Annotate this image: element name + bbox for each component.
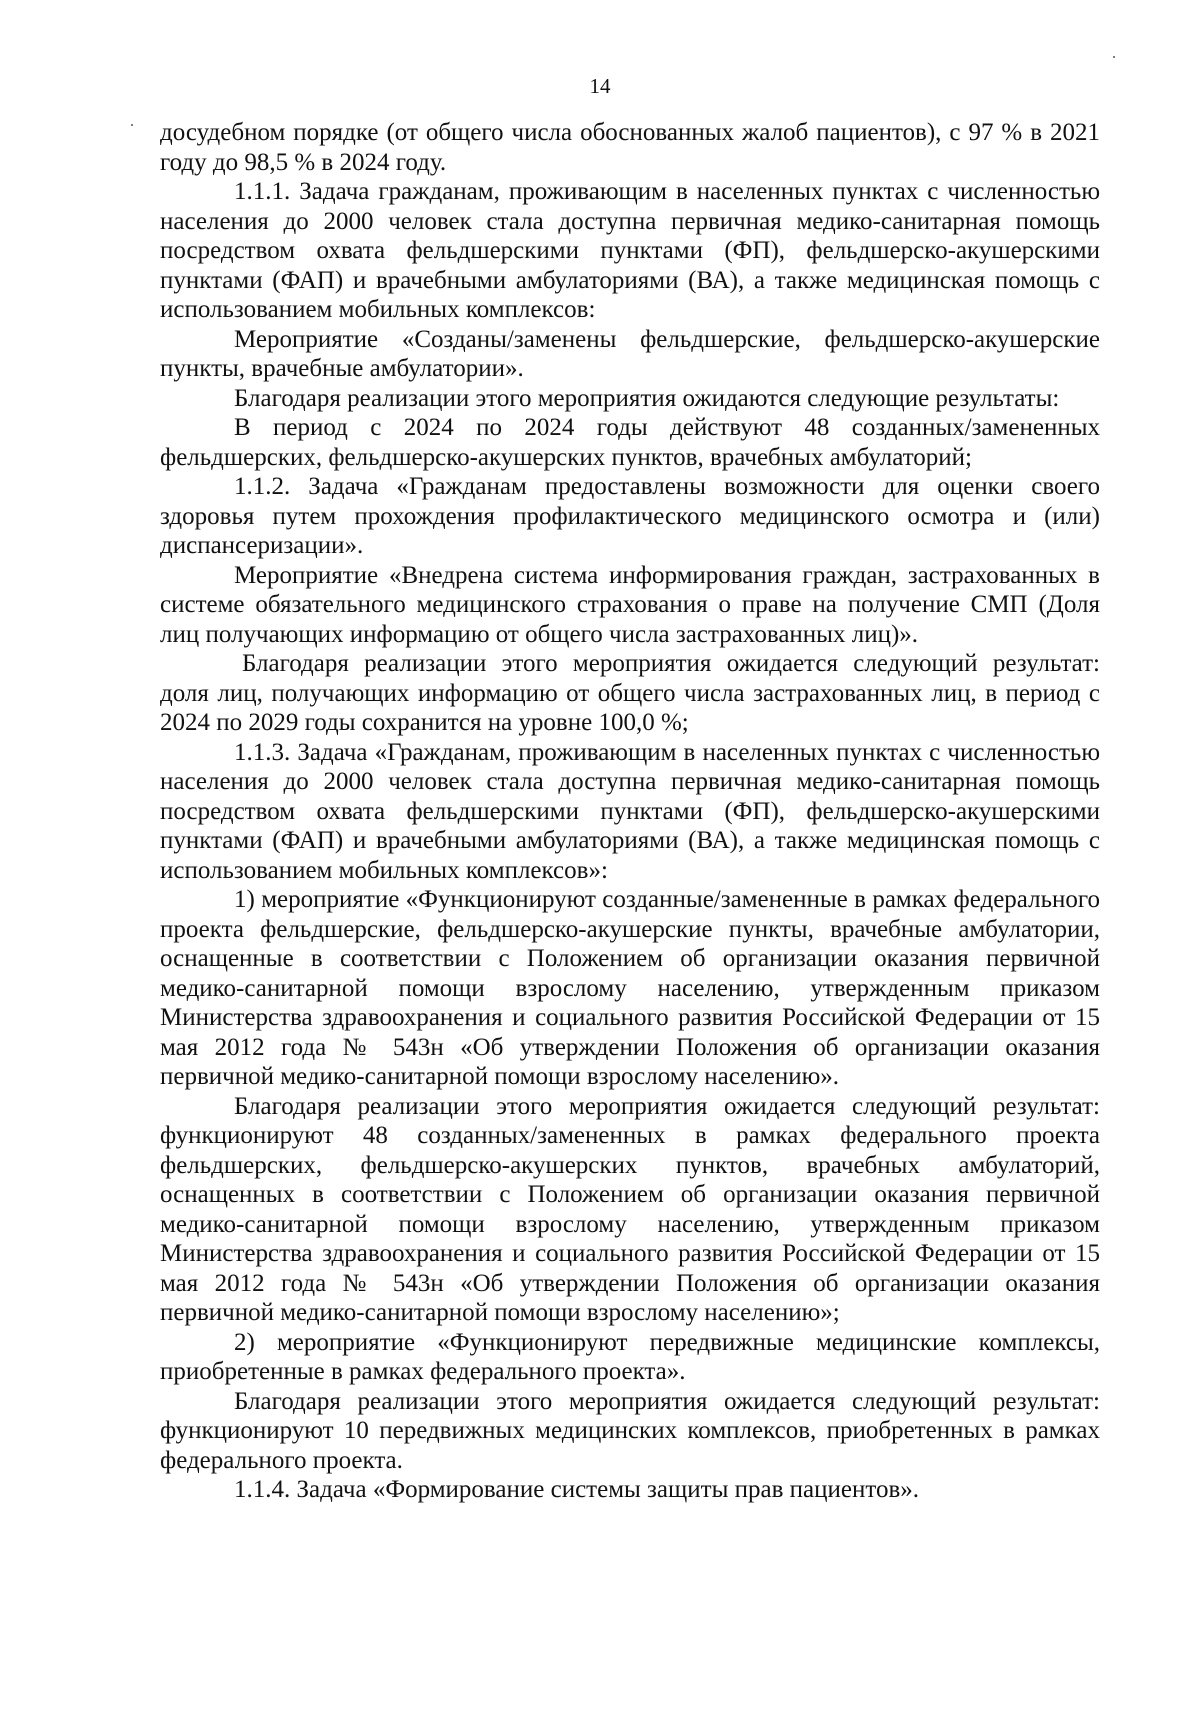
paragraph: 2) мероприятие «Функционируют передвижные медицинские комплексы, приобретенные в рамках федерального проекта». xyxy=(160,1328,1100,1385)
paragraph: досудебном порядке (от общего числа обоснованных жалоб пациентов), с 97 % в 2021 году до 98,5 % в 2024 году. xyxy=(160,119,1100,176)
paragraph: Мероприятие «Внедрена система информирования граждан, застрахованных в системе обязательного медицинского страхования о праве на получение СМП (Доля лиц получающих информацию от общего числа застрахованных лиц)». xyxy=(160,561,1100,648)
paragraph: Благодаря реализации этого мероприятия ожидается следующий результат: функционируют 48 созданных/замененных в рамках федерального проекта фельдшерских, фельдшерско-акушерских пунктов, врачебных амбулаторий, оснащенных в соответствии с Положением об организации оказания первичной медико-санитарной помощи взрослому населению, утвержденным приказом Министерства здравоохранения и социального развития Российской Федерации от 15 мая 2012 года № 543н «Об утверждении Положения об организации оказания первичной медико-санитарной помощи взрослому населению»; xyxy=(160,1092,1100,1326)
paragraph: Благодаря реализации этого мероприятия ожидается следующий результат: доля лиц, получающих информацию от общего числа застрахованных лиц, в период с 2024 по 2029 годы сохранится на уровне 100,0 %; xyxy=(160,650,1100,736)
paragraph: 1.1.4. Задача «Формирование системы защиты прав пациентов». xyxy=(234,1476,920,1503)
document-body xyxy=(160,118,1100,1505)
page-number: 14 xyxy=(589,74,611,98)
paragraph: В период с 2024 по 2024 годы действуют 48 созданных/замененных фельдшерских, фельдшерско-акушерских пунктов, врачебных амбулаторий; xyxy=(160,414,1100,471)
paragraph: 1) мероприятие «Функционируют созданные/замененные в рамках федерального проекта фельдшерские, фельдшерско-акушерские пункты, врачебные амбулатории, оснащенные в соответствии с Положением об организации оказания первичной медико-санитарной помощи взрослому населению, утвержденным приказом Министерства здравоохранения и социального развития Российской Федерации от 15 мая 2012 года № 543н «Об утверждении Положения об организации оказания первичной медико-санитарной помощи взрослому населению». xyxy=(160,886,1100,1090)
scan-speck xyxy=(131,124,133,126)
paragraph: 1.1.1. Задача гражданам, проживающим в населенных пунктах с численностью населения до 2000 человек стала доступна первичная медико-санитарная помощь посредством охвата фельдшерскими пунктами (ФП), фельдшерско-акушерскими пунктами (ФАП) и врачебными амбулаториями (ВА), а также медицинская помощь с использованием мобильных комплексов: xyxy=(160,178,1100,323)
paragraph: 1.1.3. Задача «Гражданам, проживающим в населенных пунктах с численностью населения до 2000 человек стала доступна первичная медико-санитарная помощь посредством охвата фельдшерскими пунктами (ФП), фельдшерско-акушерскими пунктами (ФАП) и врачебными амбулаториями (ВА), а также медицинская помощь с использованием мобильных комплексов»: xyxy=(160,738,1100,884)
scan-speck xyxy=(1113,56,1115,58)
paragraph: Мероприятие «Созданы/заменены фельдшерские, фельдшерско-акушерские пункты, врачебные амбулатории». xyxy=(160,325,1100,382)
paragraph: 1.1.2. Задача «Гражданам предоставлены возможности для оценки своего здоровья путем прохождения профилактического медицинского осмотра и (или) диспансеризации». xyxy=(160,473,1100,559)
paragraph: Благодаря реализации этого мероприятия ожидаются следующие результаты: xyxy=(234,384,1060,412)
paragraph: Благодаря реализации этого мероприятия ожидается следующий результат: функционируют 10 передвижных медицинских комплексов, приобретенных в рамках федерального проекта. xyxy=(160,1387,1100,1474)
